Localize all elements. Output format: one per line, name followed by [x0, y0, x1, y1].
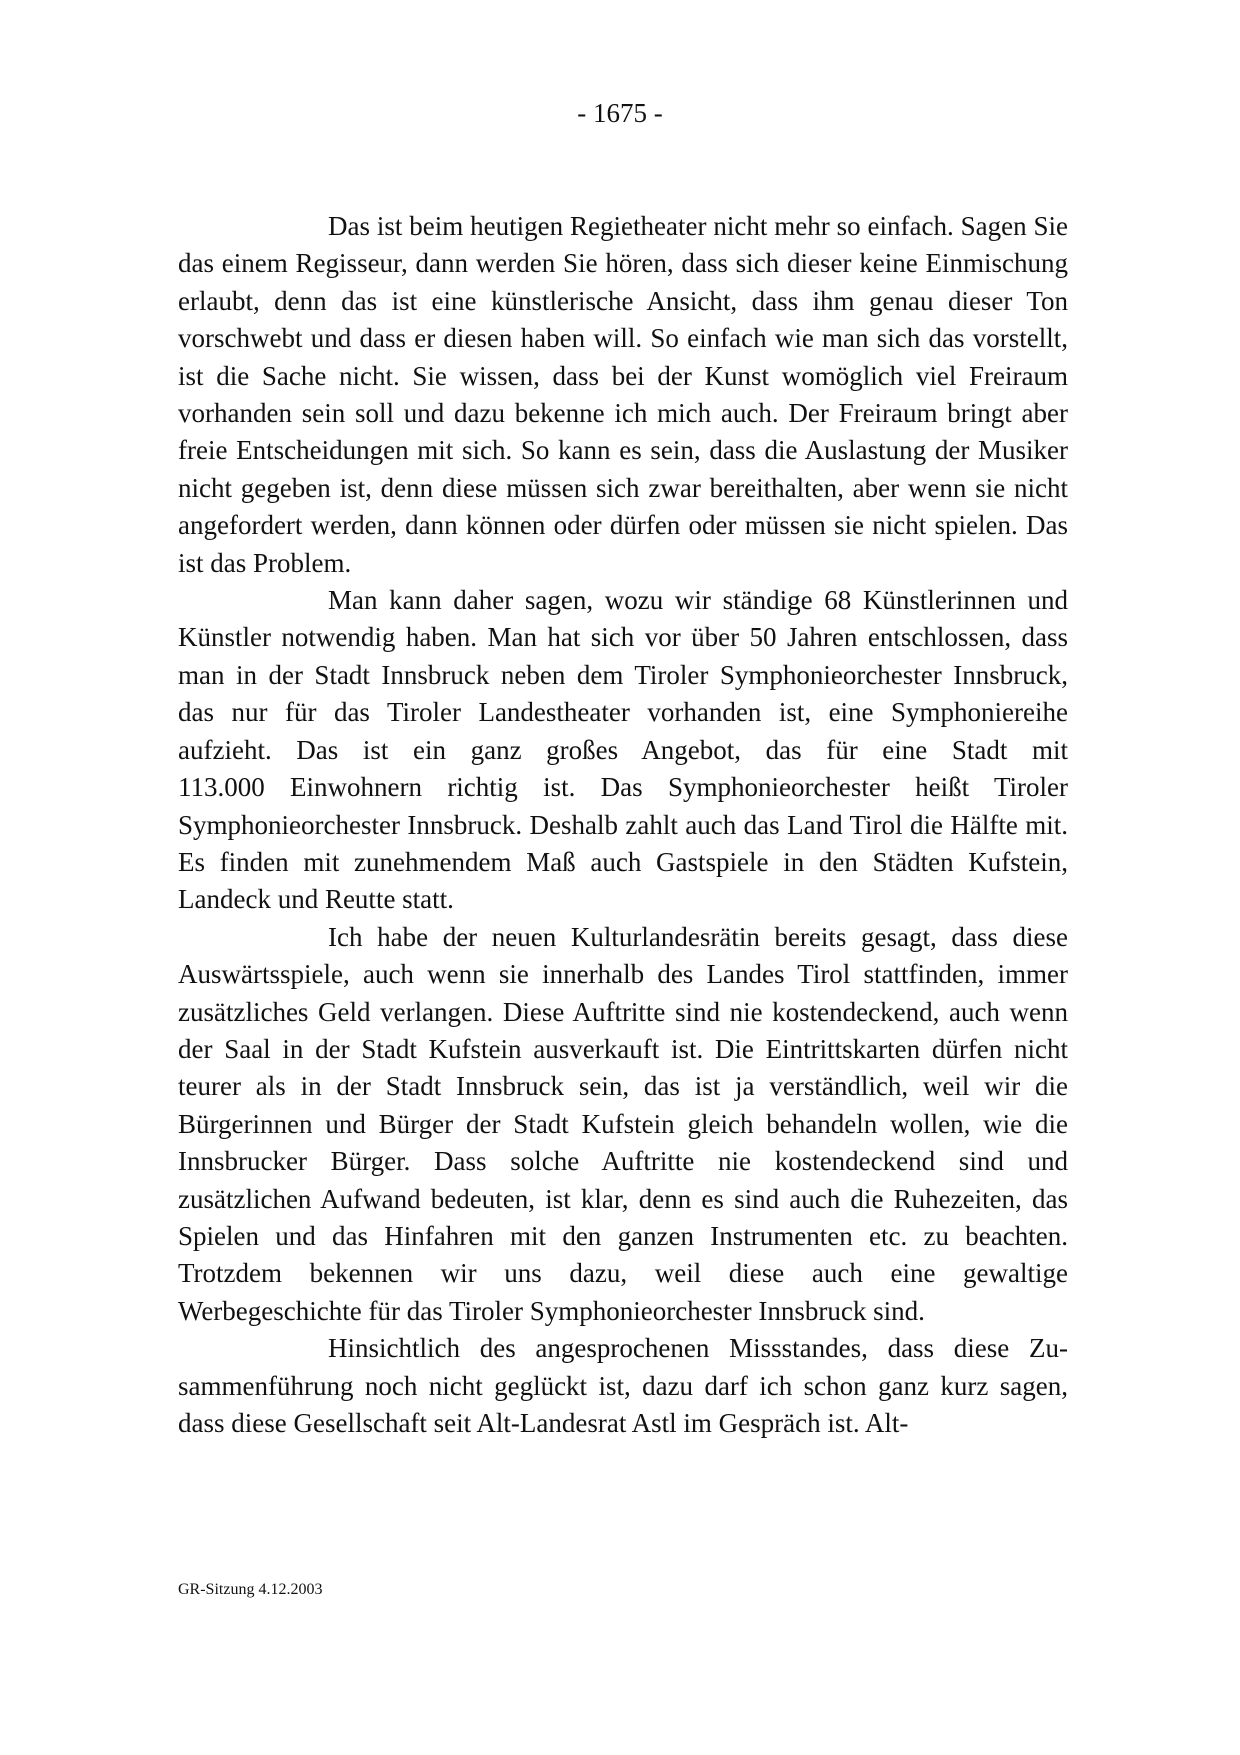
- paragraph: Ich habe der neuen Kulturlandesrätin bereits gesagt, dass diese Auswärtsspiele, auch wenn sie innerhalb des Landes Tirol stattfinden, immer zusätzliches Geld verlangen. Diese Auftritte sind nie kostendeckend, auch wenn der Saal in der Stadt Kufstein ausverkauft ist. Die Eintrittskarten dürfen nicht teurer als in der Stadt Innsbruck sein, das ist ja verständlich, weil wir die Bürgerinnen und Bürger der Stadt Kufstein gleich behandeln wollen, wie die Innsbrucker Bürger. Dass solche Auftritte nie kostendeckend sind und zusätzlichen Aufwand bedeuten, ist klar, denn es sind auch die Ruhezeiten, das Spielen und das Hinfahren mit den ganzen Instrumenten etc. zu beachten. Trotzdem bekennen wir uns dazu, weil diese auch eine gewaltige Werbegeschichte für das Tiroler Symphonieorchester Innsbruck sind.: [178, 921, 1068, 1326]
- page-number: - 1675 -: [577, 98, 663, 128]
- paragraph: Das ist beim heutigen Regietheater nicht mehr so einfach. Sagen Sie das einem Regisseur, dann werden Sie hören, dass sich dieser keine Einmischung erlaubt, denn das ist eine künstlerische Ansicht, dass ihm genau dieser Ton vorschwebt und dass er diesen haben will. So einfach wie man sich das vorstellt, ist die Sache nicht. Sie wissen, dass bei der Kunst womöglich viel Freiraum vorhanden sein soll und dazu bekenne ich mich auch. Der Freiraum bringt aber freie Entscheidungen mit sich. So kann es sein, dass die Auslastung der Musiker nicht gegeben ist, denn diese müssen sich zwar bereithalten, aber wenn sie nicht angefordert werden, dann können oder dürfen oder müssen sie nicht spielen. Das ist das Problem.: [178, 211, 1068, 578]
- paragraph: Man kann daher sagen, wozu wir ständige 68 Künstlerinnen und Künstler notwendig haben. Man hat sich vor über 50 Jahren entschlossen, dass man in der Stadt Innsbruck neben dem Tiroler Symphonieorchester Innsbruck, das nur für das Tiroler Landestheater vorhanden ist, eine Symphoniereihe aufzieht. Das ist ein ganz großes Angebot, das für eine Stadt mit 113.000 Einwohnern richtig ist. Das Symphonieorchester heißt Tiroler Symphonieorchester Innsbruck. Deshalb zahlt auch das Land Tirol die Hälfte mit. Es finden mit zunehmendem Maß auch Gastspiele in den Städten Kufstein, Landeck und Reutte statt.: [178, 585, 1068, 915]
- paragraph: Hinsichtlich des angesprochenen Missstandes, dass diese Zusammenführung noch nicht geglückt ist, dazu darf ich schon ganz kurz sagen, dass diese Gesellschaft seit Alt-Landesrat Astl im Gespräch ist. Alt-: [178, 1333, 1068, 1438]
- body-text: [178, 208, 1068, 1442]
- page-footer: GR-Sitzung 4.12.2003: [178, 1581, 323, 1598]
